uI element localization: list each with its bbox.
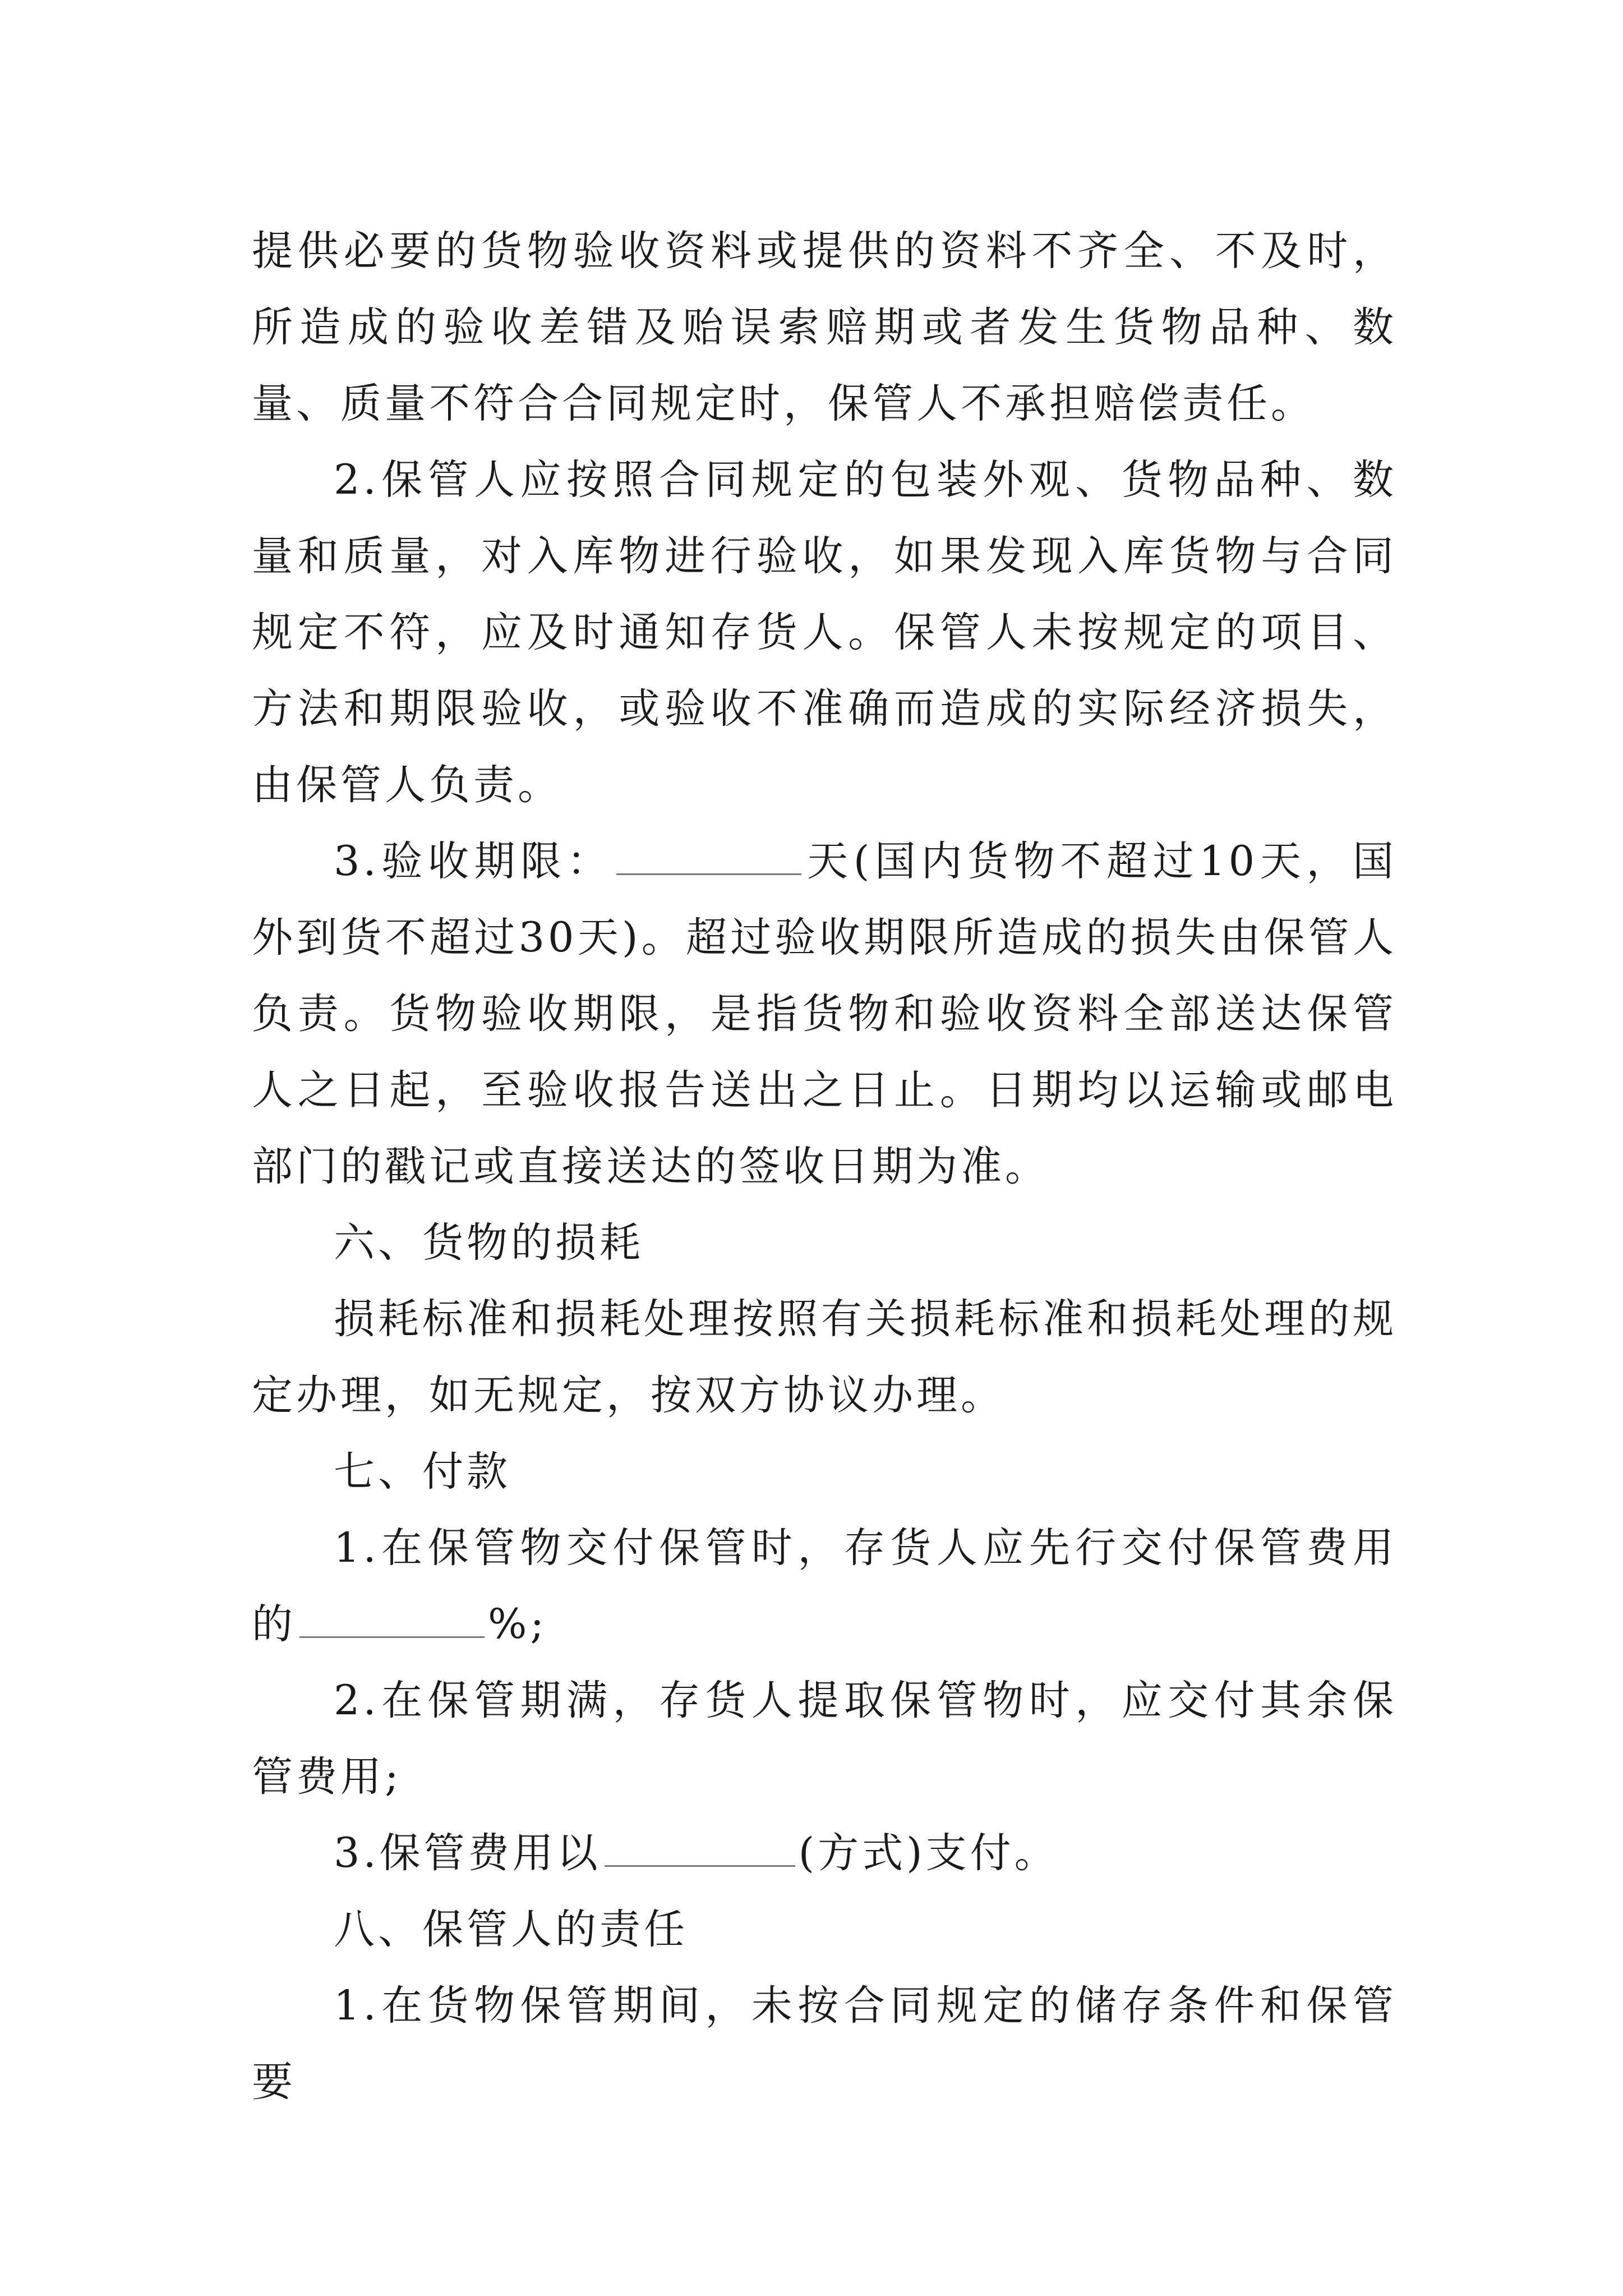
paragraph-payment-clause-3 bbox=[252, 1815, 1397, 1892]
acceptance-period-label: 3.验收期限： bbox=[334, 838, 614, 885]
heading-section-7: 七、付款 bbox=[334, 1448, 511, 1496]
acceptance-period-text: 天(国内货物不超过10天，国外到货不超过30天)。超过验收期限所造成的损失由保管人负责。货物验收期限，是指货物和验收资料全部送达保管人之日起，至验收报告送出之日止。日期均以运输或邮电部门的戳记或直接送达的签收日期为准。 bbox=[252, 838, 1397, 1190]
paragraph-payment-clause-1 bbox=[252, 1510, 1397, 1663]
payment-method-suffix: (方式)支付。 bbox=[798, 1829, 1059, 1877]
paragraph-acceptance-clause-3 bbox=[252, 823, 1397, 1205]
acceptance-days-blank bbox=[616, 836, 801, 875]
payment-percent-suffix: %; bbox=[488, 1600, 547, 1648]
heading-section-8: 八、保管人的责任 bbox=[334, 1906, 688, 1953]
paragraph-custodian-clause-1: 1.在货物保管期间，未按合同规定的储存条件和保管要 bbox=[252, 1982, 1397, 2106]
heading-section-6: 六、货物的损耗 bbox=[334, 1219, 644, 1267]
paragraph-loss-standard: 损耗标准和损耗处理按照有关损耗标准和损耗处理的规定办理，如无规定，按双方协议办理。 bbox=[252, 1295, 1397, 1419]
payment-advance-text: 1.在保管物交付保管时，存货人应先行交付保管费用的 bbox=[252, 1524, 1397, 1648]
payment-method-blank bbox=[605, 1828, 795, 1867]
paragraph-acceptance-clause-2: 2.保管人应按照合同规定的包装外观、货物品种、数量和质量，对入库物进行验收，如果发现入库货物与合同规定不符，应及时通知存货人。保管人未按规定的项目、方法和期限验收，或验收不准确而造成的实际经济损失，由保管人负责。 bbox=[252, 456, 1397, 809]
paragraph-payment-clause-2: 2.在保管期满，存货人提取保管物时，应交付其余保管费用; bbox=[252, 1677, 1397, 1801]
payment-percent-blank bbox=[299, 1599, 485, 1638]
document-body bbox=[252, 213, 1397, 2120]
paragraph-acceptance-materials: 提供必要的货物验收资料或提供的资料不齐全、不及时，所造成的验收差错及贻误索赔期或者发生货物品种、数量、质量不符合合同规定时，保管人不承担赔偿责任。 bbox=[252, 227, 1397, 427]
payment-method-label: 3.保管费用以 bbox=[334, 1829, 601, 1877]
